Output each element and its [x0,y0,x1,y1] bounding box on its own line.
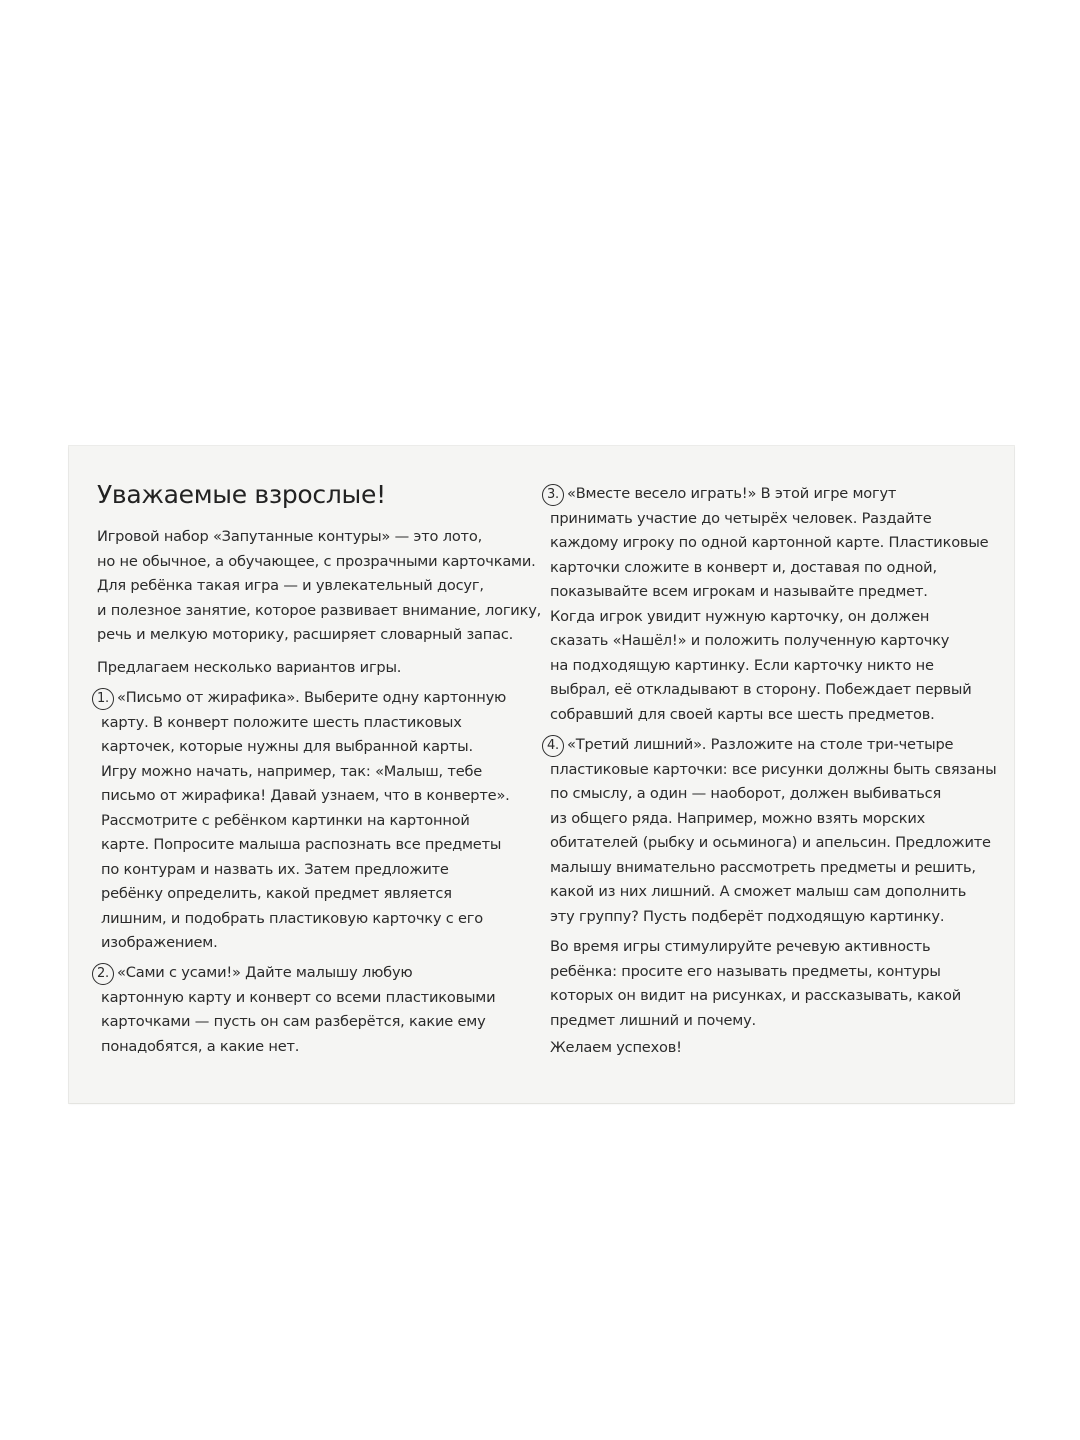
intro-line: но не обычное, а обучающее, с прозрачными карточками. [97,552,536,570]
number-circle-icon: 2. [92,963,114,985]
closing-line: Во время игры стимулируйте речевую активность [550,938,931,955]
number-circle-icon: 3. [542,484,564,506]
variant-line: карточки сложите в конверт и, доставая по одной, [550,558,937,576]
instruction-card [69,446,1014,1103]
wish-line: Желаем успехов! [550,1039,682,1056]
variant-line: лишним, и подобрать пластиковую карточку с его [101,909,483,927]
variant-line: понадобятся, а какие нет. [101,1037,300,1055]
variant-line: карточек, которые нужны для выбранной карты. [101,738,473,755]
variant-line: обитателей (рыбку и осьминога) и апельсин. Предложите [550,834,991,851]
variant-line: малышу внимательно рассмотреть предметы и решить, [550,858,976,876]
closing-line: предмет лишний и почему. [550,1011,756,1029]
closing-line: ребёнка: просите его называть предметы, контуры [550,962,941,980]
variant-line: выбрал, её откладывают в сторону. Побеждает первый [550,681,972,698]
variant-line: изображением. [101,934,218,951]
page-title: Уважаемые взрослые! [97,480,386,509]
intro-line: речь и мелкую моторику, расширяет словарный запас. [97,626,514,643]
offer-line: Предлагаем несколько вариантов игры. [97,659,402,676]
variant-line: Игру можно начать, например, так: «Малыш, тебе [101,762,483,780]
offer-paragraph [97,656,401,681]
variant-line: Когда игрок увидит нужную карточку, он должен [550,607,930,625]
variant-line: картонную карту и конверт со всеми пластиковыми [101,988,496,1006]
intro-line: Для ребёнка такая игра — и увлекательный досуг, [97,577,484,594]
variant-line: показывайте всем игрокам и называйте предмет. [550,583,928,600]
variant-line: «Письмо от жирафика». Выберите одну картонную [117,689,507,706]
intro-line: Игровой набор «Запутанные контуры» — это лото, [97,528,483,545]
closing-line: которых он видит на рисунках, и рассказывать, какой [550,987,962,1004]
closing-paragraph [550,935,961,1033]
game-variant-4 [542,733,996,929]
variant-line: письмо от жирафика! Давай узнаем, что в конверте». [101,787,510,804]
number-circle-icon: 4. [542,735,564,757]
variant-line: какой из них лишний. А сможет малыш сам дополнить [550,883,967,900]
variant-line: по смыслу, а один — наоборот, должен выбиваться [550,785,942,802]
variant-line: «Сами с усами!» Дайте малышу любую [117,964,413,981]
game-variant-3 [542,482,988,727]
variant-line: карточками — пусть он сам разберётся, какие ему [101,1013,486,1030]
wish-paragraph [550,1036,682,1061]
variant-line: по контурам и назвать их. Затем предложите [101,860,449,878]
intro-paragraph [97,525,541,648]
variant-line: ребёнку определить, какой предмет является [101,885,452,902]
variant-line: карту. В конверт положите шесть пластиковых [101,713,462,731]
variant-line: Рассмотрите с ребёнком картинки на картонной [101,811,470,829]
game-variant-1 [92,686,510,956]
variant-line: принимать участие до четырёх человек. Раздайте [550,509,932,527]
variant-line: собравший для своей карты все шесть предметов. [550,705,935,723]
variant-line: пластиковые карточки: все рисунки должны быть связаны [550,760,997,778]
variant-line: каждому игроку по одной картонной карте. Пластиковые [550,534,989,551]
variant-line: из общего ряда. Например, можно взять морских [550,809,926,827]
variant-line: сказать «Нашёл!» и положить полученную карточку [550,632,950,649]
game-variant-2 [92,961,495,1059]
variant-line: «Третий лишний». Разложите на столе три-четыре [567,736,954,753]
variant-line: карте. Попросите малыша распознать все предметы [101,836,502,853]
variant-line: «Вместе весело играть!» В этой игре могут [567,485,897,502]
variant-line: на подходящую картинку. Если карточку никто не [550,656,934,674]
variant-line: эту группу? Пусть подберёт подходящую картинку. [550,907,945,925]
number-circle-icon: 1. [92,688,114,710]
intro-line: и полезное занятие, которое развивает внимание, логику, [97,601,542,619]
